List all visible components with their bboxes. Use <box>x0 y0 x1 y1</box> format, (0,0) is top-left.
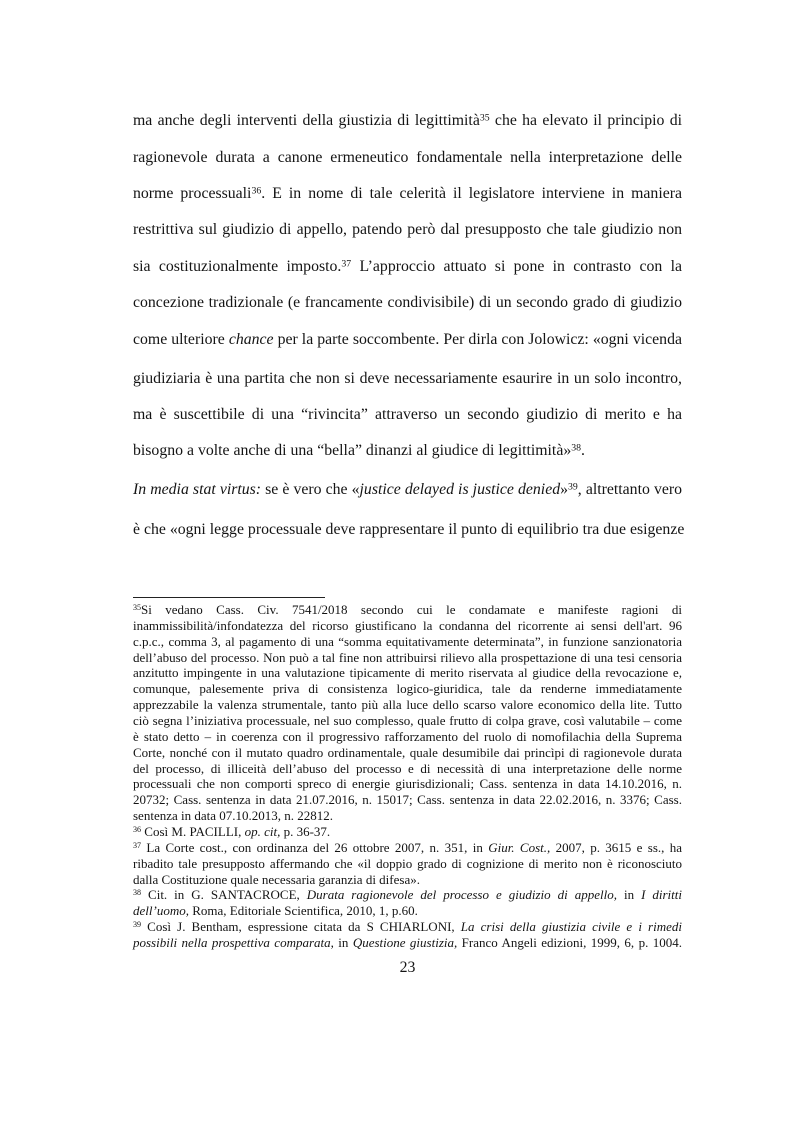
footnote-line <box>133 935 682 951</box>
footnote-line <box>133 792 682 808</box>
footnote-line <box>133 634 682 650</box>
text-run: p. 36-37. <box>280 824 331 840</box>
footnotes <box>133 602 682 951</box>
text-run: comunque, palesemente priva di consistenza logico-giuridica, tale da renderne immediatamente <box>133 681 682 697</box>
text-run: dell’abuso del processo. Non può a tal fine non attribuirsi rilievo alla prospettazione di una tesi censoria <box>133 649 682 665</box>
body-line <box>133 148 682 168</box>
footnote-line <box>133 808 682 824</box>
text-run: Franco Angeli edizioni, 1999, 6, p. 1004. <box>457 935 682 951</box>
text-run: . E in nome di tale celerità il legislatore interviene in maniera <box>261 185 682 202</box>
footnote-line <box>133 856 682 872</box>
body-line <box>133 293 682 313</box>
footnote-line <box>133 776 682 792</box>
footnote-ref: 36 <box>251 185 262 197</box>
body-line <box>133 111 682 131</box>
italic-run: La crisi della giustizia civile e i rimedi <box>460 919 682 935</box>
italic-run: justice delayed is justice denied <box>359 481 561 498</box>
body-line <box>133 520 685 540</box>
footnote-line <box>133 729 682 745</box>
text-run: Si vedano Cass. Civ. 7541/2018 secondo cui le condamate e manifeste ragioni di <box>141 602 682 617</box>
italic-run: Durata ragionevole del processo e giudizio di appello, <box>306 887 617 903</box>
text-run: giudiziaria è una partita che non si deve necessariamente esaurire in un solo incontro, <box>133 370 682 387</box>
footnote-ref: 35 <box>479 112 490 124</box>
text-run: ragionevole durata a canone ermeneutico fondamentale nella interpretazione delle <box>133 149 682 166</box>
footnote-line <box>133 887 682 903</box>
italic-run: Questione giustizia, <box>352 935 458 951</box>
italic-run: op. cit, <box>244 824 281 840</box>
text-run: dalla Costituzione quale necessaria garanzia di difesa». <box>133 871 420 887</box>
text-run: è stato detto – in coerenza con il progressivo rafforzamento del ruolo di nomofilachia della Suprema <box>133 728 682 744</box>
text-run: Così J. Bentham, espressione citata da S CHIARLONI, <box>141 919 461 935</box>
text-run: . <box>581 442 585 459</box>
text-run: 2007, p. 3615 e ss., ha <box>550 839 682 855</box>
footnote-number: 39 <box>133 920 142 930</box>
text-run: del processo, di illiceità dell’abuso del processo e di necessità di una interpretazione delle norme <box>133 760 682 776</box>
text-run: in <box>616 887 642 903</box>
text-run: che ha elevato il principio di <box>489 112 682 129</box>
body-line <box>133 220 682 240</box>
footnote-number: 36 <box>133 825 142 835</box>
italic-run: In media stat virtus: <box>133 481 262 498</box>
italic-run: I diritti <box>641 887 682 903</box>
text-run: L’approccio attuato si pone in contrasto con la <box>351 258 683 275</box>
text-run: ribadito tale presupposto affermando che «il doppio grado di cognizione di merito non è riconosciuto <box>133 855 682 871</box>
text-run: per la parte soccombente. Per dirla con Jolowicz: «ogni vicenda <box>273 331 682 348</box>
footnote-separator <box>133 597 325 598</box>
footnote-ref: 39 <box>568 481 578 493</box>
footnote-line <box>133 919 682 935</box>
footnote-line <box>133 650 682 666</box>
text-run: ma è suscettibile di una “rivincita” attraverso un secondo giudizio di merito e ha <box>133 406 682 423</box>
footnote-line <box>133 618 682 634</box>
text-run: concezione tradizionale (e francamente condivisibile) di un secondo grado di giudizio <box>133 294 682 311</box>
body-line <box>133 257 682 277</box>
italic-run: dell’uomo, <box>133 903 189 919</box>
text-run: come ulteriore <box>133 331 229 348</box>
body-line <box>133 480 682 500</box>
italic-run: possibili nella prospettiva comparata, <box>133 935 334 951</box>
footnote-line <box>133 665 682 681</box>
page-number: 23 <box>399 959 416 976</box>
text-run: inammissibilità/infondatezza del ricorso giustificano la condanna del ricorrente ai sensi dell'art. 96 <box>133 617 682 633</box>
footnote-line <box>133 697 682 713</box>
text-run: Roma, Editoriale Scientifica, 2010, 1, p.60. <box>188 903 418 919</box>
text-run: 20732; Cass. sentenza in data 21.07.2016, n. 15017; Cass. sentenza in data 22.02.2016, n. 3376; Cass. <box>133 792 682 808</box>
italic-run: chance <box>228 331 274 348</box>
text-run: , altrettanto vero <box>577 481 683 498</box>
footnote-line <box>133 602 682 618</box>
footnote-number: 38 <box>133 888 142 898</box>
text-run: La Corte cost., con ordinanza del 26 ottobre 2007, n. 351, in <box>141 839 489 855</box>
text-run: Cit. in G. SANTACROCE, <box>141 887 307 903</box>
text-run: è che «ogni legge processuale deve rappresentare il punto di equilibrio tra due esigenze <box>133 521 685 538</box>
footnote-line <box>133 824 682 840</box>
italic-run: Giur. Cost., <box>488 839 551 855</box>
text-run: bisogno a volte anche di una “bella” dinanzi al giudice di legittimità» <box>133 442 572 459</box>
body-line <box>133 369 682 389</box>
text-run: processuali che non comporti spreco di energie giurisdizionali; Cass. sentenza in data 14.10.2016, n. <box>133 776 682 792</box>
footnote-line <box>133 681 682 697</box>
body-line <box>133 441 682 461</box>
footnote-line <box>133 745 682 761</box>
text-run: Corte, nonché con il mutato quadro ordinamentale, quale desumibile dai princìpi di ragionevole durata <box>133 744 682 760</box>
footnote-number: 35 <box>133 603 142 613</box>
text-run: anzitutto impingente in una valutazione tipicamente di merito riservata al giudice della revocazione e, <box>133 665 682 681</box>
text-run: Così M. PACILLI, <box>141 824 245 840</box>
body-line <box>133 184 682 204</box>
footnote-line <box>133 872 682 888</box>
text-run: sentenza in data 07.10.2013, n. 22812. <box>133 808 334 824</box>
footnote-line <box>133 903 682 919</box>
text-run: in <box>333 935 353 951</box>
text-run: apprezzabile la valenza strumentale, tanto più alla luce dello scarso valore economico della lite. Tutto <box>133 697 682 713</box>
footnote-line <box>133 761 682 777</box>
text-run: se è vero che « <box>261 481 360 498</box>
body-line <box>133 405 682 425</box>
body-line <box>133 330 682 350</box>
footnote-ref: 38 <box>571 442 582 454</box>
text-run: sia costituzionalmente imposto. <box>133 258 342 275</box>
text-run: » <box>560 481 569 498</box>
footnote-ref: 37 <box>341 258 352 270</box>
footnote-line <box>133 713 682 729</box>
text-run: c.p.c., comma 3, al pagamento di una “somma equitativamente determinata”, in funzione sanzionatoria <box>133 633 682 649</box>
footnote-line <box>133 840 682 856</box>
text-run: norme processuali <box>133 185 252 202</box>
footnote-number: 37 <box>133 841 142 851</box>
text-run: ma anche degli interventi della giustizia di legittimità <box>133 112 480 129</box>
text-run: restrittiva sul giudizio di appello, patendo però dal presupposto che tale giudizio non <box>133 221 682 238</box>
text-run: ciò segna l’iniziativa processuale, nel suo complesso, quale frutto di colpa grave, così valutabile – come <box>133 713 682 729</box>
